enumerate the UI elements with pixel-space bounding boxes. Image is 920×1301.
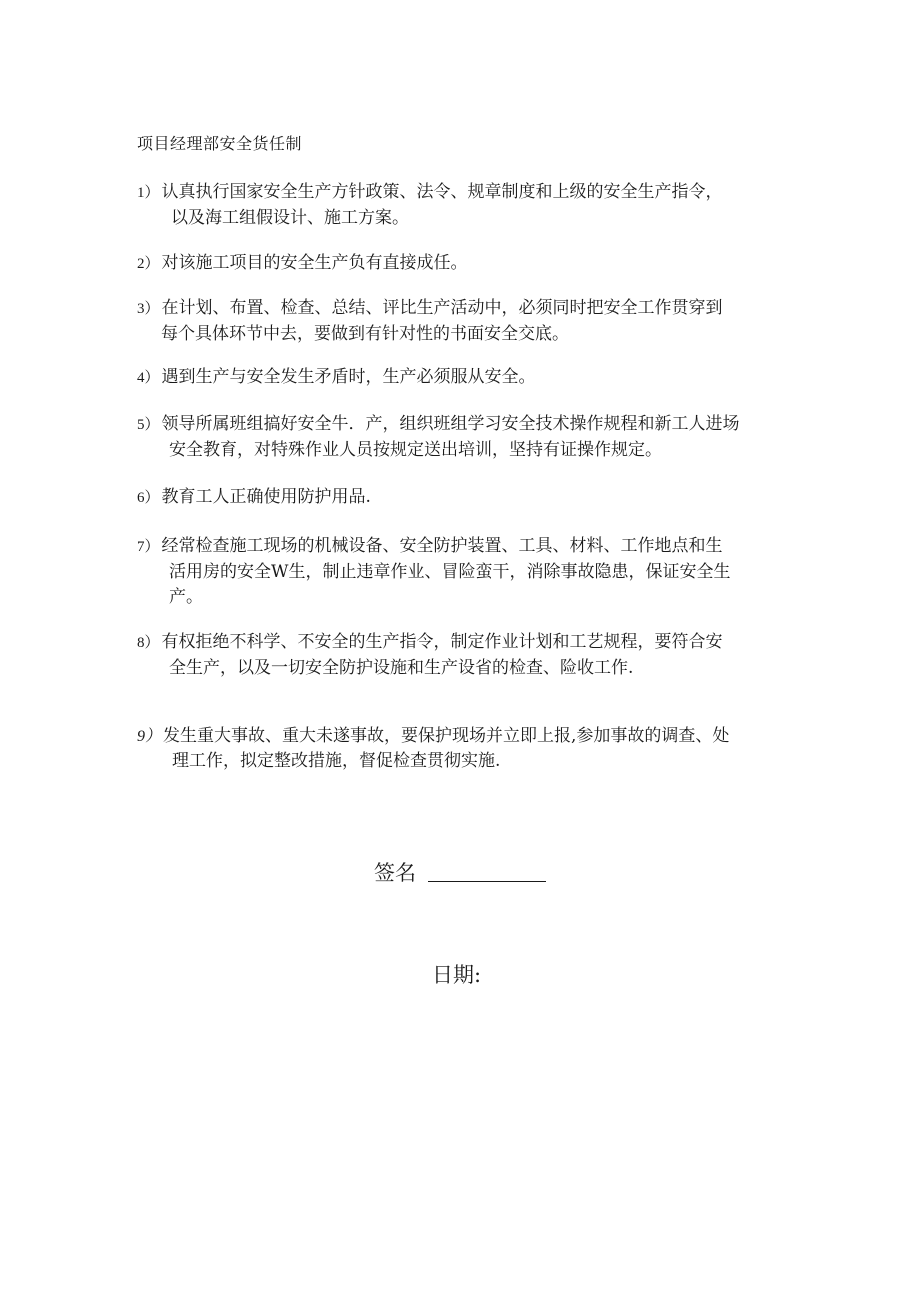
item-text-line: 认真执行国家安全生产方针政策、法令、规章制度和上级的安全生产指令， — [161, 182, 723, 202]
item-number: 3） — [137, 301, 160, 317]
item-text-line: 教育工人正确使用防护用品. — [161, 487, 371, 507]
list-item-1 — [137, 180, 797, 231]
item-number: 9） — [137, 728, 162, 745]
item-text-line: 理工作，拟定整改措施，督促检查贯彻实施. — [172, 751, 501, 771]
item-text-line: 领导所属班组搞好安全牛．产，组织班组学习安全技术操作规程和新工人进场 — [161, 414, 740, 434]
item-text-line: 对该施工项目的安全生产负有直接成任。 — [161, 253, 468, 273]
item-text-line: 每个具体环节中去，要做到有针对性的书面安全交底。 — [161, 324, 569, 344]
list-item-3 — [137, 296, 797, 347]
signature-row — [374, 858, 546, 888]
item-number: 8） — [137, 635, 160, 651]
signature-label: 签名 — [374, 861, 416, 885]
item-text-line: 产。 — [169, 587, 203, 607]
item-number: 4） — [137, 370, 160, 386]
list-item-5 — [137, 412, 797, 463]
item-text-line: 有权拒绝不科学、不安全的生产指令，制定作业计划和工艺规程，要符合安 — [161, 632, 723, 652]
item-text-line: 发生重大事故、重大未遂事故，要保护现场并立即上报,参加事故的调查、处 — [163, 726, 730, 746]
item-text-line: 经常检查施工现场的机械设备、安全防护装置、工具、材料、工作地点和生 — [161, 536, 723, 556]
list-item-8 — [137, 630, 797, 681]
list-item-6 — [137, 485, 797, 511]
list-item-7 — [137, 534, 797, 610]
item-text-line: 活用房的安全W生，制止违章作业、冒险蛮干，消除事故隐患，保证安全生 — [169, 562, 731, 582]
list-item-9 — [137, 724, 797, 774]
item-text-line: 安全教育，对特殊作业人员按规定送出培训，坚持有证操作规定。 — [169, 440, 662, 460]
date-label: 日期: — [432, 963, 482, 987]
item-number: 7） — [137, 539, 160, 555]
date-row — [432, 960, 481, 990]
document-title: 项目经理部安全货任制 — [137, 134, 303, 153]
item-text-line: 在计划、布置、检查、总结、评比生产活动中，必须同时把安全工作贯穿到 — [161, 298, 723, 318]
list-item-2 — [137, 251, 797, 277]
item-number: 1） — [137, 185, 160, 201]
item-text-line: 以及海工组假设计、施工方案。 — [171, 208, 409, 228]
signature-line — [428, 859, 546, 882]
item-text-line: 遇到生产与安全发生矛盾时，生产必须服从安全。 — [161, 367, 536, 387]
item-number: 6） — [137, 490, 160, 506]
list-item-4 — [137, 365, 797, 391]
item-text-line: 全生产，以及一切安全防护设施和生产设省的检查、险收工作. — [169, 658, 634, 678]
item-number: 5） — [137, 417, 160, 433]
item-number: 2） — [137, 256, 160, 272]
